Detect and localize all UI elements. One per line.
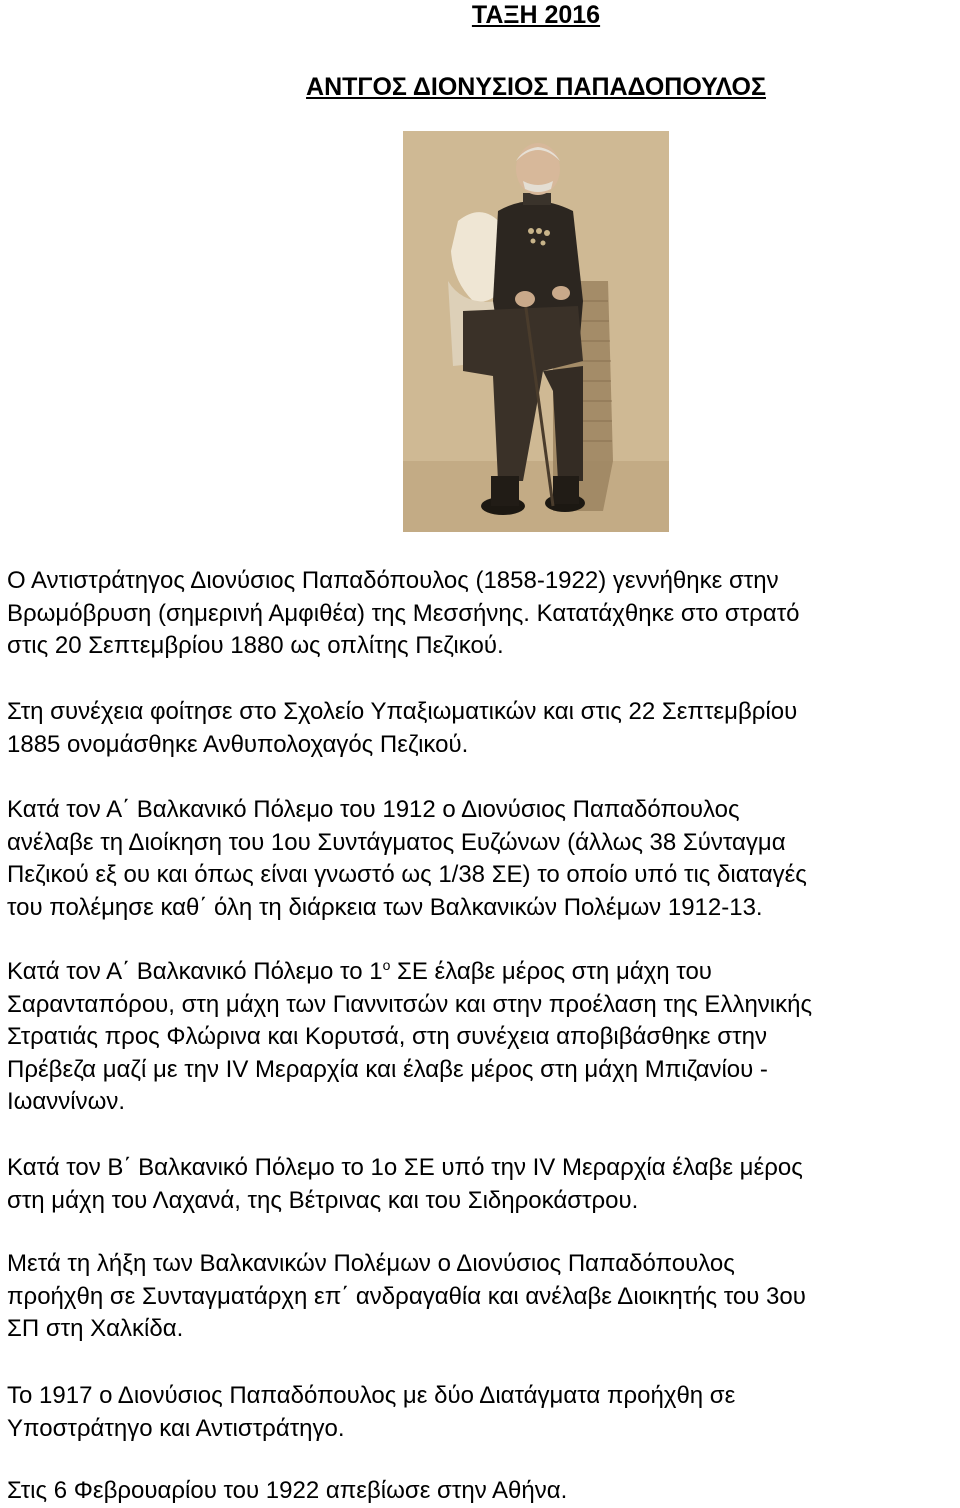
paragraph-first-balkan-war-battles <box>7 956 957 1119</box>
paragraph-second-balkan-war <box>7 1152 957 1217</box>
paragraph-first-balkan-war-command <box>7 794 957 924</box>
paragraph-biography-birth <box>7 565 957 663</box>
text-line: Πρέβεζα μαζί με την IV Μεραρχία και έλαβε μέρος στη μάχη Μπιζανίου - <box>7 1055 768 1083</box>
portrait-photo-icon <box>403 131 669 532</box>
text-line: ΣΠ στη Χαλκίδα. <box>7 1315 184 1343</box>
text-line: 1885 ονομάσθηκε Ανθυπολοχαγός Πεζικού. <box>7 730 469 758</box>
paragraph-promotion-general <box>7 1380 957 1445</box>
text-line: Κατά τον Α΄ Βαλκανικό Πόλεμο του 1912 ο Διονύσιος Παπαδόπουλος <box>7 796 740 823</box>
text-segment: Κατά τον Α΄ Βαλκανικό Πόλεμο το 1 <box>7 958 383 985</box>
text-line: ανέλαβε τη Διοίκηση του 1ου Συντάγματος Ευζώνων (άλλως 38 Σύνταγμα <box>7 828 786 856</box>
portrait-photo <box>403 131 669 532</box>
paragraph-school <box>7 696 957 761</box>
text-line <box>7 956 957 989</box>
text-line: Στις 6 Φεβρουαρίου του 1922 απεβίωσε στην Αθήνα. <box>7 1477 568 1504</box>
document-title: ΤΑΞΗ 2016 <box>471 1 601 29</box>
text-line: Υποστράτηγο και Αντιστράτηγο. <box>7 1414 345 1442</box>
text-line: στις 20 Σεπτεμβρίου 1880 ως οπλίτης Πεζικού. <box>7 632 504 660</box>
text-line: Στη συνέχεια φοίτησε στο Σχολείο Υπαξιωματικών και στις 22 Σεπτεμβρίου <box>7 698 798 725</box>
paragraph-promotion-colonel <box>7 1248 957 1346</box>
text-line: προήχθη σε Συνταγματάρχη επ΄ ανδραγαθία και ανέλαβε Διοικητής του 3ου <box>7 1282 806 1310</box>
paragraph-death <box>7 1475 957 1508</box>
text-line: Πεζικού εξ ου και όπως είναι γνωστό ως 1/38 ΣΕ) το οποίο υπό τις διαταγές <box>7 861 807 889</box>
text-line: Το 1917 ο Διονύσιος Παπαδόπουλος με δύο Διατάγματα προήχθη σε <box>7 1382 736 1409</box>
text-line: Ιωαννίνων. <box>7 1088 126 1116</box>
text-line: Μετά τη λήξη των Βαλκανικών Πολέμων ο Διονύσιος Παπαδόπουλος <box>7 1250 735 1277</box>
text-line: Βρωμόβρυση (σημερινή Αμφιθέα) της Μεσσήνης. Κατατάχθηκε στο στρατό <box>7 599 800 627</box>
text-line: Στρατιάς προς Φλώρινα και Κορυτσά, στη συνέχεια αποβιβάσθηκε στην <box>7 1023 767 1051</box>
text-line: στη μάχη του Λαχανά, της Βέτρινας και του Σιδηροκάστρου. <box>7 1186 639 1214</box>
text-segment: ΣΕ έλαβε μέρος στη μάχη του <box>390 958 712 985</box>
text-line: Ο Αντιστράτηγος Διονύσιος Παπαδόπουλος (1858-1922) γεννήθηκε στην <box>7 567 779 594</box>
text-line: Κατά τον Β΄ Βαλκανικό Πόλεμο το 1ο ΣΕ υπό την IV Μεραρχία έλαβε μέρος <box>7 1154 803 1181</box>
text-line: του πολέμησε καθ΄ όλη τη διάρκεια των Βαλκανικών Πολέμων 1912-13. <box>7 893 763 921</box>
ordinal-superscript: ο <box>382 957 391 973</box>
text-line: Σαρανταπόρου, στη μάχη των Γιαννιτσών και στην προέλαση της Ελληνικής <box>7 990 813 1018</box>
document-subtitle: ΑΝΤΓΟΣ ΔΙΟΝΥΣΙΟΣ ΠΑΠΑΔΟΠΟΥΛΟΣ <box>306 73 766 101</box>
